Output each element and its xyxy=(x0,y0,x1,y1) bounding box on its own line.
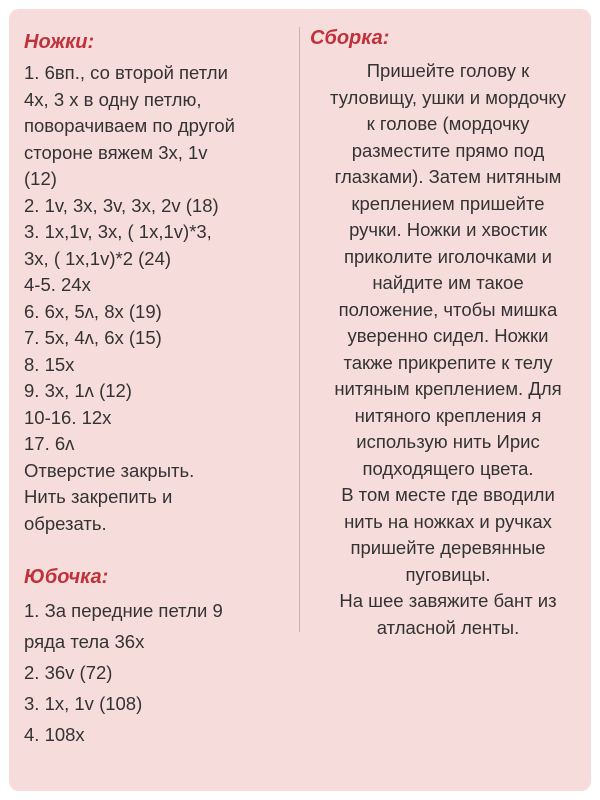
assembly-line: Пришейте голову к xyxy=(366,60,530,81)
legs-line: 10-16. 12х xyxy=(24,406,112,428)
assembly-line: нить на ножках и ручках xyxy=(344,510,552,532)
assembly-line: пришейте деревянные xyxy=(350,537,546,558)
assembly-line: приколите иголочками и xyxy=(343,245,553,267)
legs-line: 2. 1v, 3х, 3v, 3х, 2v (18) xyxy=(24,194,219,216)
assembly-line: пуговицы. xyxy=(405,563,491,585)
assembly-line: к голове (мордочку xyxy=(366,113,530,134)
skirt-heading: Юбочка: xyxy=(24,566,109,588)
skirt-line: 1. За передние петли 9 xyxy=(24,600,223,621)
legs-heading: Ножки: xyxy=(24,31,95,53)
assembly-line: нитяного крепления я xyxy=(354,404,542,426)
assembly-heading: Сборка: xyxy=(310,27,390,49)
legs-line: обрезать. xyxy=(24,512,107,534)
legs-line: 3. 1х,1v, 3х, ( 1х,1v)*3, xyxy=(24,221,212,242)
skirt-line: 3. 1х, 1v (108) xyxy=(24,693,143,714)
skirt-instructions xyxy=(24,595,309,750)
assembly-line: ручки. Ножки и хвостик xyxy=(349,219,547,240)
assembly-line: нитяным креплением. Для xyxy=(334,378,562,399)
assembly-instructions xyxy=(310,58,586,641)
legs-line: Отверстие закрыть. xyxy=(24,459,195,481)
legs-line: 9. 3х, 1ʌ (12) xyxy=(24,380,132,401)
legs-line: Нить закрепить и xyxy=(24,486,173,507)
legs-line: 6. 6х, 5ʌ, 8х (19) xyxy=(24,300,162,322)
instruction-card xyxy=(9,9,591,791)
legs-line: (12) xyxy=(24,168,57,189)
assembly-line: креплением пришейте xyxy=(351,192,545,214)
assembly-line: найдите им такое xyxy=(372,272,524,293)
assembly-line: использую нить Ирис xyxy=(356,431,540,452)
assembly-line: положение, чтобы мишка xyxy=(338,298,558,320)
legs-line: 7. 5х, 4ʌ, 6х (15) xyxy=(24,327,162,348)
assembly-line: В том месте где вводили xyxy=(341,484,555,505)
assembly-line: подходящего цвета. xyxy=(362,457,534,479)
legs-line: 3х, ( 1х,1v)*2 (24) xyxy=(24,247,172,269)
assembly-line: уверенно сидел. Ножки xyxy=(347,325,549,346)
legs-line: 4х, 3 х в одну петлю, xyxy=(24,88,202,110)
legs-line: 8. 15х xyxy=(24,353,75,375)
legs-line: 17. 6ʌ xyxy=(24,433,75,454)
assembly-line: На шее завяжите бант из xyxy=(339,590,557,611)
assembly-line: разместите прямо под xyxy=(351,139,545,161)
assembly-line: также прикрепите к телу xyxy=(343,351,553,373)
skirt-line: ряда тела 36х xyxy=(24,631,145,652)
left-column xyxy=(24,27,309,750)
legs-line: стороне вяжем 3х, 1v xyxy=(24,141,208,163)
right-column xyxy=(310,23,586,641)
legs-instructions xyxy=(24,60,309,537)
skirt-line: 4. 108х xyxy=(24,724,85,745)
skirt-line: 2. 36v (72) xyxy=(24,662,113,683)
legs-line: 1. 6вп., со второй петли xyxy=(24,62,228,83)
legs-line: 4-5. 24х xyxy=(24,274,91,295)
assembly-line: глазками). Затем нитяным xyxy=(334,166,562,187)
assembly-line: атласной ленты. xyxy=(376,616,520,638)
legs-line: поворачиваем по другой xyxy=(24,115,235,136)
assembly-line: туловищу, ушки и мордочку xyxy=(330,86,566,108)
